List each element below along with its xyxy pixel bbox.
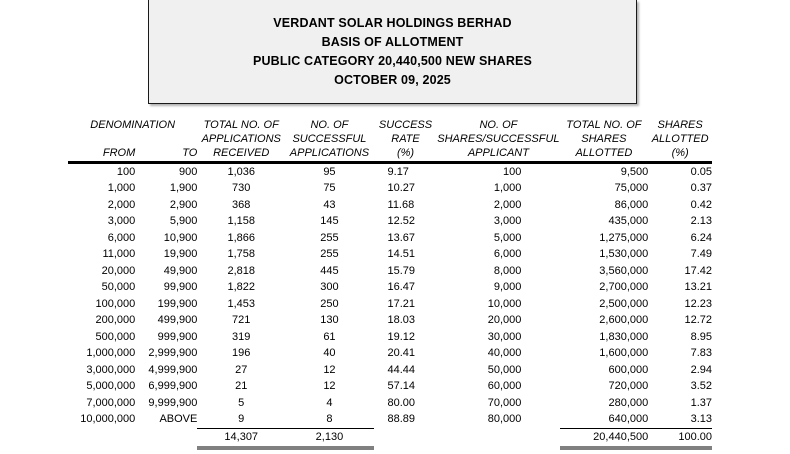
totals-blank-rate — [374, 429, 438, 448]
cell-shares-pct: 3.13 — [690, 413, 712, 426]
header-total-shares-l3: ALLOTTED — [575, 147, 633, 160]
cell-total-shares: 2,500,000 — [599, 297, 649, 310]
cell-applications: 9 — [238, 413, 245, 426]
header-successful-apps-l1: NO. OF — [310, 119, 349, 131]
cell-shares-pct: 12.72 — [684, 314, 712, 327]
cell-total-shares: 9,500 — [620, 165, 649, 178]
cell-success-rate — [374, 411, 438, 428]
cell-shares-per-applicant-value: 8,000 — [493, 264, 522, 277]
cell-applications: 721 — [232, 314, 251, 327]
cell-shares-per-applicant-value: 6,000 — [493, 248, 522, 261]
cell-applications: 21 — [235, 380, 248, 393]
cell-from: 3,000,000 — [86, 363, 136, 376]
cell-to: ABOVE — [159, 413, 198, 426]
cell-success-rate — [374, 230, 438, 247]
cell-total-shares: 280,000 — [608, 396, 649, 409]
cell-to: 900 — [179, 165, 198, 178]
cell-shares-per-applicant — [437, 329, 559, 346]
cell-success-rate — [374, 345, 438, 362]
cell-success-rate-value: 17.21 — [387, 297, 416, 310]
table-row — [68, 395, 712, 412]
header-spacer-b — [135, 132, 197, 146]
cell-to: 4,999,900 — [148, 363, 198, 376]
cell-to: 10,900 — [163, 231, 198, 244]
cell-shares-pct: 0.37 — [690, 182, 712, 195]
cell-shares-per-applicant — [437, 197, 559, 214]
table-row — [68, 279, 712, 296]
cell-to: 1,900 — [169, 182, 198, 195]
cell-total-shares: 2,600,000 — [599, 314, 649, 327]
closing-bar-successful — [285, 448, 374, 450]
cell-shares-per-applicant — [437, 246, 559, 263]
cell-applications: 1,866 — [227, 231, 255, 244]
header-shares-pct-l3: (%) — [671, 147, 689, 160]
cell-success-rate — [374, 296, 438, 313]
cell-applications: 1,822 — [227, 281, 255, 294]
totals-row — [68, 429, 712, 448]
cell-success-rate-value: 16.47 — [387, 281, 416, 294]
table-row — [68, 296, 712, 313]
cell-shares-pct: 2.94 — [690, 363, 712, 376]
cell-success-rate — [374, 329, 438, 346]
closing-bar-total-shares — [560, 448, 649, 450]
cell-success-rate-value: 80.00 — [387, 396, 416, 409]
cell-success-rate-value: 12.52 — [387, 215, 416, 228]
cell-shares-pct: 17.42 — [684, 264, 712, 277]
cell-successful: 445 — [320, 264, 339, 277]
cell-total-shares: 1,830,000 — [599, 330, 649, 343]
cell-success-rate-value: 20.41 — [387, 347, 416, 360]
table-body — [68, 164, 712, 429]
cell-success-rate — [374, 378, 438, 395]
totals-blank-from — [68, 429, 135, 448]
cell-success-rate — [374, 395, 438, 412]
closing-bar-spacer-spa — [437, 448, 559, 450]
cell-success-rate-value: 19.12 — [387, 330, 416, 343]
table-row — [68, 263, 712, 280]
cell-shares-pct: 7.49 — [690, 248, 712, 261]
cell-successful: 75 — [323, 182, 336, 195]
document-date: OCTOBER 09, 2025 — [334, 72, 451, 87]
cell-from: 6,000 — [107, 231, 136, 244]
cell-shares-per-applicant — [437, 345, 559, 362]
cell-total-shares: 1,275,000 — [599, 231, 649, 244]
cell-shares-per-applicant — [437, 263, 559, 280]
cell-shares-per-applicant-value: 1,000 — [493, 182, 522, 195]
closing-bar-applications — [197, 448, 285, 450]
header-denomination: DENOMINATION — [90, 119, 176, 131]
cell-total-shares: 640,000 — [608, 413, 649, 426]
header-total-shares-l1: TOTAL NO. OF — [566, 119, 642, 131]
basis-of-allotment-table — [68, 118, 712, 450]
cell-applications: 319 — [232, 330, 251, 343]
header-total-applications-l2: APPLICATIONS — [201, 133, 281, 146]
totals-blank-spa — [437, 429, 559, 448]
cell-total-shares: 600,000 — [608, 363, 649, 376]
header-spacer-a — [68, 132, 135, 146]
cell-shares-per-applicant — [437, 164, 559, 181]
table-row — [68, 378, 712, 395]
cell-shares-per-applicant — [437, 279, 559, 296]
document-subject: BASIS OF ALLOTMENT — [321, 34, 464, 49]
table-header-row-1 — [68, 118, 712, 132]
cell-applications: 1,758 — [227, 248, 255, 261]
header-total-applications-l1: TOTAL NO. OF — [203, 119, 279, 131]
header-success-rate-l2: RATE — [391, 133, 420, 146]
table-row — [68, 345, 712, 362]
cell-shares-pct: 7.83 — [690, 347, 712, 360]
cell-shares-per-applicant-value: 10,000 — [487, 297, 522, 310]
totals-successful: 2,130 — [315, 430, 344, 443]
cell-shares-per-applicant-value: 3,000 — [493, 215, 522, 228]
closing-bar-spacer-from — [68, 448, 135, 450]
cell-shares-per-applicant — [437, 411, 559, 428]
cell-successful: 40 — [323, 347, 336, 360]
table-row — [68, 246, 712, 263]
cell-success-rate — [374, 197, 438, 214]
cell-to: 19,900 — [163, 248, 198, 261]
totals-blank-to — [135, 429, 197, 448]
cell-success-rate-value: 18.03 — [387, 314, 416, 327]
closing-bar-spacer-rate — [374, 448, 438, 450]
table-row — [68, 411, 712, 428]
header-shares-pct-l2: ALLOTTED — [651, 133, 709, 146]
header-success-rate-l3: (%) — [396, 147, 415, 160]
cell-success-rate-value: 13.67 — [387, 231, 416, 244]
header-to: TO — [182, 147, 198, 160]
table-row — [68, 329, 712, 346]
cell-applications: 368 — [232, 198, 251, 211]
cell-shares-per-applicant-value: 2,000 — [493, 198, 522, 211]
header-from: FROM — [102, 147, 136, 160]
cell-applications: 1,453 — [227, 297, 255, 310]
cell-shares-pct: 2.13 — [690, 215, 712, 228]
cell-total-shares: 2,700,000 — [599, 281, 649, 294]
totals-closing-bar-row — [68, 448, 712, 450]
cell-successful: 61 — [323, 330, 336, 343]
cell-successful: 255 — [320, 248, 339, 261]
cell-to: 499,900 — [157, 314, 198, 327]
cell-successful: 43 — [323, 198, 336, 211]
table-row — [68, 164, 712, 181]
cell-shares-per-applicant — [437, 312, 559, 329]
cell-shares-pct: 13.21 — [684, 281, 712, 294]
totals-total-shares: 20,440,500 — [593, 430, 649, 443]
table-row — [68, 213, 712, 230]
header-total-applications-l3: RECEIVED — [213, 147, 270, 160]
cell-to: 9,999,900 — [148, 396, 198, 409]
totals-pct: 100.00 — [678, 430, 712, 443]
cell-from: 1,000 — [107, 182, 136, 195]
cell-shares-per-applicant-value: 50,000 — [487, 363, 522, 376]
cell-success-rate-value: 44.44 — [387, 363, 416, 376]
cell-success-rate-value: 9.17 — [387, 165, 409, 178]
cell-successful: 250 — [320, 297, 339, 310]
table-header-row-3 — [68, 146, 712, 161]
cell-success-rate-value: 10.27 — [387, 182, 416, 195]
cell-successful: 145 — [320, 215, 339, 228]
cell-from: 100 — [116, 165, 136, 178]
cell-shares-per-applicant-value: 60,000 — [487, 380, 522, 393]
cell-successful: 4 — [326, 396, 333, 409]
cell-successful: 95 — [323, 165, 336, 178]
cell-shares-pct: 3.52 — [690, 380, 712, 393]
cell-shares-per-applicant-value: 5,000 — [493, 231, 522, 244]
cell-shares-per-applicant-value: 70,000 — [487, 396, 522, 409]
cell-successful: 12 — [323, 363, 336, 376]
table-row — [68, 230, 712, 247]
table-row — [68, 197, 712, 214]
cell-total-shares: 75,000 — [614, 182, 649, 195]
title-block — [148, 0, 637, 104]
cell-to: 199,900 — [157, 297, 198, 310]
cell-from: 7,000,000 — [86, 396, 136, 409]
cell-to: 2,900 — [169, 198, 198, 211]
cell-from: 2,000 — [107, 198, 136, 211]
cell-to: 2,999,900 — [148, 347, 198, 360]
cell-shares-per-applicant-value: 20,000 — [487, 314, 522, 327]
cell-applications: 1,036 — [227, 165, 255, 178]
cell-success-rate-value: 57.14 — [387, 380, 416, 393]
cell-to: 6,999,900 — [148, 380, 198, 393]
cell-applications: 27 — [235, 363, 248, 376]
cell-shares-per-applicant — [437, 213, 559, 230]
cell-successful: 12 — [323, 380, 336, 393]
cell-shares-per-applicant — [437, 296, 559, 313]
cell-success-rate-value: 14.51 — [387, 248, 416, 261]
cell-from: 3,000 — [107, 215, 136, 228]
closing-bar-pct — [648, 448, 712, 450]
cell-to: 99,900 — [163, 281, 198, 294]
cell-applications: 5 — [238, 396, 245, 409]
cell-shares-pct: 12.23 — [684, 297, 712, 310]
cell-from: 100,000 — [95, 297, 136, 310]
cell-from: 5,000,000 — [86, 380, 136, 393]
cell-total-shares: 3,560,000 — [599, 264, 649, 277]
cell-applications: 1,158 — [227, 215, 255, 228]
header-successful-apps-l3: APPLICATIONS — [289, 147, 370, 160]
cell-shares-pct: 8.95 — [690, 330, 712, 343]
cell-shares-per-applicant-value: 9,000 — [493, 281, 522, 294]
cell-shares-per-applicant — [437, 362, 559, 379]
header-shares-per-applicant-l2: SHARES/SUCCESSFUL — [437, 133, 560, 146]
cell-shares-per-applicant — [437, 180, 559, 197]
cell-shares-per-applicant-value: 30,000 — [487, 330, 522, 343]
cell-shares-pct: 0.05 — [690, 165, 712, 178]
company-name: VERDANT SOLAR HOLDINGS BERHAD — [273, 15, 512, 30]
closing-bar-spacer-to — [135, 448, 197, 450]
cell-success-rate — [374, 312, 438, 329]
cell-applications: 196 — [232, 347, 251, 360]
cell-from: 20,000 — [101, 264, 136, 277]
cell-shares-per-applicant — [437, 230, 559, 247]
cell-to: 999,900 — [157, 330, 198, 343]
header-shares-per-applicant-l1: NO. OF — [479, 119, 518, 131]
cell-successful: 130 — [320, 314, 339, 327]
cell-total-shares: 86,000 — [614, 198, 649, 211]
cell-shares-per-applicant — [437, 378, 559, 395]
cell-from: 50,000 — [101, 281, 136, 294]
header-shares-per-applicant-l3: APPLICANT — [467, 147, 529, 160]
totals-applications: 14,307 — [224, 430, 259, 443]
cell-successful: 300 — [320, 281, 339, 294]
cell-total-shares: 1,530,000 — [599, 248, 649, 261]
cell-to: 5,900 — [169, 215, 198, 228]
header-total-shares-l2: SHARES — [581, 133, 627, 146]
cell-total-shares: 720,000 — [608, 380, 649, 393]
table-header-row-2 — [68, 132, 712, 146]
cell-successful: 8 — [326, 413, 333, 426]
cell-from: 11,000 — [102, 248, 136, 261]
header-successful-apps-l2: SUCCESSFUL — [292, 133, 367, 146]
cell-shares-pct: 1.37 — [690, 396, 712, 409]
cell-success-rate — [374, 246, 438, 263]
cell-success-rate — [374, 263, 438, 280]
cell-total-shares: 1,600,000 — [599, 347, 649, 360]
table-row — [68, 180, 712, 197]
cell-from: 200,000 — [95, 314, 136, 327]
cell-shares-pct: 6.24 — [690, 231, 712, 244]
cell-shares-per-applicant-value: 100 — [503, 165, 522, 178]
cell-shares-per-applicant-value: 80,000 — [487, 413, 522, 426]
cell-successful: 255 — [320, 231, 339, 244]
cell-from: 500,000 — [95, 330, 136, 343]
cell-total-shares: 435,000 — [608, 215, 649, 228]
cell-success-rate-value: 11.68 — [387, 198, 415, 211]
cell-success-rate — [374, 213, 438, 230]
cell-success-rate — [374, 180, 438, 197]
header-shares-pct-l1: SHARES — [657, 119, 703, 131]
cell-shares-per-applicant-value: 40,000 — [487, 347, 522, 360]
cell-success-rate — [374, 362, 438, 379]
cell-shares-pct: 0.42 — [690, 198, 712, 211]
table-row — [68, 362, 712, 379]
cell-to: 49,900 — [163, 264, 198, 277]
header-success-rate-l1: SUCCESS — [378, 119, 433, 131]
category-line: PUBLIC CATEGORY 20,440,500 NEW SHARES — [252, 53, 532, 68]
cell-shares-per-applicant — [437, 395, 559, 412]
cell-from: 1,000,000 — [86, 347, 136, 360]
cell-success-rate — [374, 164, 438, 181]
cell-from: 10,000,000 — [80, 413, 136, 426]
cell-applications: 2,818 — [227, 264, 255, 277]
cell-success-rate — [374, 279, 438, 296]
cell-success-rate-value: 15.79 — [387, 264, 416, 277]
cell-success-rate-value: 88.89 — [387, 413, 416, 426]
cell-applications: 730 — [232, 182, 251, 195]
table-row — [68, 312, 712, 329]
